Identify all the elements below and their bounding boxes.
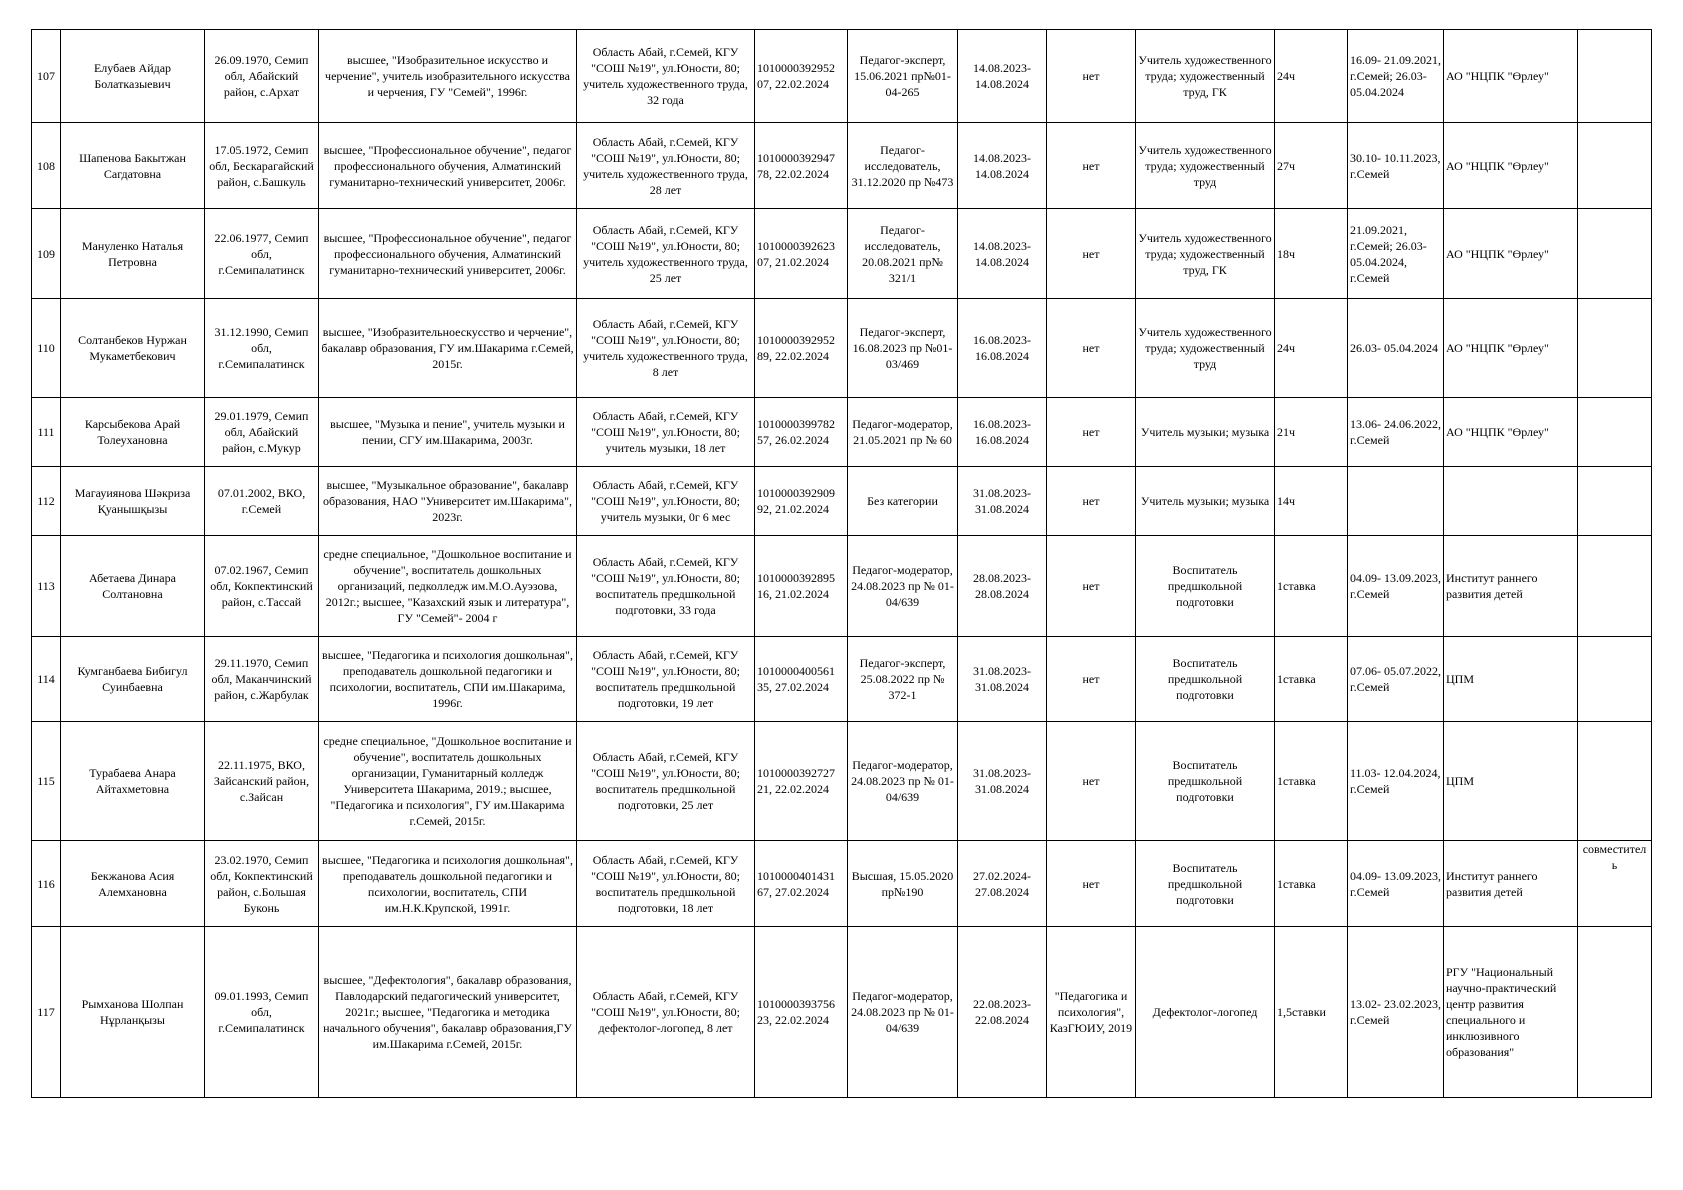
full-name-cell: Абетаева Динара Солтановна bbox=[61, 536, 205, 637]
courses-dates-cell: 16.09- 21.09.2021, г.Семей; 26.03- 05.04.2024 bbox=[1348, 30, 1444, 123]
birth-info-cell: 07.01.2002, ВКО, г.Семей bbox=[205, 467, 319, 536]
workload-cell: 27ч bbox=[1275, 123, 1348, 209]
workload-cell: 14ч bbox=[1275, 467, 1348, 536]
courses-dates-cell: 30.10- 10.11.2023, г.Семей bbox=[1348, 123, 1444, 209]
certification-period-cell: 31.08.2023- 31.08.2024 bbox=[958, 637, 1047, 722]
courses-dates-cell: 11.03- 12.04.2024, г.Семей bbox=[1348, 722, 1444, 841]
staff-table bbox=[31, 29, 1652, 1098]
education-cell: высшее, "Музыка и пение", учитель музыки и пении, СГУ им.Шакарима, 2003г. bbox=[319, 398, 577, 467]
position-cell: Воспитатель предшкольной подготовки bbox=[1136, 637, 1275, 722]
note-cell bbox=[1578, 398, 1652, 467]
certification-period-cell: 14.08.2023- 14.08.2024 bbox=[958, 209, 1047, 299]
table-row bbox=[32, 467, 1652, 536]
certification-period-cell: 31.08.2023- 31.08.2024 bbox=[958, 467, 1047, 536]
full-name-cell: Турабаева Анара Айтахметовна bbox=[61, 722, 205, 841]
certification-period-cell: 28.08.2023- 28.08.2024 bbox=[958, 536, 1047, 637]
application-number-cell: 1010000392909 92, 21.02.2024 bbox=[755, 467, 848, 536]
birth-info-cell: 23.02.1970, Семип обл, Кокпектинский район, с.Большая Буконь bbox=[205, 841, 319, 927]
table-row bbox=[32, 722, 1652, 841]
note-cell bbox=[1578, 536, 1652, 637]
position-cell: Учитель музыки; музыка bbox=[1136, 467, 1275, 536]
birth-info-cell: 29.11.1970, Семип обл, Маканчинский район, с.Жарбулак bbox=[205, 637, 319, 722]
application-number-cell: 1010000392623 07, 21.02.2024 bbox=[755, 209, 848, 299]
workload-cell: 21ч bbox=[1275, 398, 1348, 467]
workplace-cell: Область Абай, г.Семей, КГУ "СОШ №19", ул.Юности, 80; учитель музыки, 0г 6 мес bbox=[577, 467, 755, 536]
application-number-cell: 1010000393756 23, 22.02.2024 bbox=[755, 927, 848, 1098]
certification-period-cell: 27.02.2024- 27.08.2024 bbox=[958, 841, 1047, 927]
application-number-cell: 1010000399782 57, 26.02.2024 bbox=[755, 398, 848, 467]
application-number-cell: 1010000400561 35, 27.02.2024 bbox=[755, 637, 848, 722]
row-number-cell: 111 bbox=[32, 398, 61, 467]
table-row bbox=[32, 209, 1652, 299]
application-number-cell: 1010000392727 21, 22.02.2024 bbox=[755, 722, 848, 841]
retraining-cell: "Педагогика и психология", КазГЮИУ, 2019 bbox=[1047, 927, 1136, 1098]
category-cell: Педагог-модератор, 24.08.2023 пр № 01-04/639 bbox=[848, 722, 958, 841]
note-cell bbox=[1578, 927, 1652, 1098]
workload-cell: 18ч bbox=[1275, 209, 1348, 299]
birth-info-cell: 31.12.1990, Семип обл, г.Семипалатинск bbox=[205, 299, 319, 398]
retraining-cell: нет bbox=[1047, 30, 1136, 123]
position-cell: Учитель художественного труда; художественный труд bbox=[1136, 299, 1275, 398]
application-number-cell: 1010000401431 67, 27.02.2024 bbox=[755, 841, 848, 927]
courses-organization-cell: АО "НЦПК "Өрлеу" bbox=[1444, 209, 1578, 299]
full-name-cell: Мануленко Наталья Петровна bbox=[61, 209, 205, 299]
birth-info-cell: 22.06.1977, Семип обл, г.Семипалатинск bbox=[205, 209, 319, 299]
courses-dates-cell: 13.02- 23.02.2023, г.Семей bbox=[1348, 927, 1444, 1098]
education-cell: высшее, "Профессиональное обучение", педагог профессионального обучения, Алматинский гуманитарно-технический университет, 2006г. bbox=[319, 123, 577, 209]
retraining-cell: нет bbox=[1047, 209, 1136, 299]
position-cell: Учитель художественного труда; художественный труд bbox=[1136, 123, 1275, 209]
table-row bbox=[32, 841, 1652, 927]
workplace-cell: Область Абай, г.Семей, КГУ "СОШ №19", ул.Юности, 80; учитель художественного труда, 28 лет bbox=[577, 123, 755, 209]
row-number-cell: 107 bbox=[32, 30, 61, 123]
table-row bbox=[32, 398, 1652, 467]
note-cell: совместитель bbox=[1578, 841, 1652, 927]
workplace-cell: Область Абай, г.Семей, КГУ "СОШ №19", ул.Юности, 80; дефектолог-логопед, 8 лет bbox=[577, 927, 755, 1098]
full-name-cell: Бекжанова Асия Алемхановна bbox=[61, 841, 205, 927]
education-cell: высшее, "Музыкальное образование", бакалавр образования, НАО "Университет им.Шакарима", 2023г. bbox=[319, 467, 577, 536]
category-cell: Педагог-модератор, 24.08.2023 пр № 01-04/639 bbox=[848, 927, 958, 1098]
birth-info-cell: 07.02.1967, Семип обл, Кокпектинский район, с.Тассай bbox=[205, 536, 319, 637]
education-cell: высшее, "Изобразительное искусство и черчение", учитель изобразительного искусства и черчения, ГУ "Семей", 1996г. bbox=[319, 30, 577, 123]
retraining-cell: нет bbox=[1047, 299, 1136, 398]
full-name-cell: Солтанбеков Нуржан Мукаметбекович bbox=[61, 299, 205, 398]
courses-organization-cell: АО "НЦПК "Өрлеу" bbox=[1444, 123, 1578, 209]
note-cell bbox=[1578, 30, 1652, 123]
courses-dates-cell: 04.09- 13.09.2023, г.Семей bbox=[1348, 841, 1444, 927]
birth-info-cell: 09.01.1993, Семип обл, г.Семипалатинск bbox=[205, 927, 319, 1098]
courses-dates-cell: 13.06- 24.06.2022, г.Семей bbox=[1348, 398, 1444, 467]
retraining-cell: нет bbox=[1047, 841, 1136, 927]
education-cell: высшее, "Педагогика и психология дошкольная", преподаватель дошкольной педагогики и психологии, воспитатель, СПИ им.Н.К.Крупской, 1991г. bbox=[319, 841, 577, 927]
courses-organization-cell: АО "НЦПК "Өрлеу" bbox=[1444, 398, 1578, 467]
courses-dates-cell bbox=[1348, 467, 1444, 536]
row-number-cell: 117 bbox=[32, 927, 61, 1098]
application-number-cell: 1010000392952 07, 22.02.2024 bbox=[755, 30, 848, 123]
position-cell: Воспитатель предшкольной подготовки bbox=[1136, 536, 1275, 637]
courses-organization-cell: АО "НЦПК "Өрлеу" bbox=[1444, 299, 1578, 398]
category-cell: Педагог-эксперт, 16.08.2023 пр №01-03/469 bbox=[848, 299, 958, 398]
courses-dates-cell: 04.09- 13.09.2023, г.Семей bbox=[1348, 536, 1444, 637]
courses-dates-cell: 07.06- 05.07.2022, г.Семей bbox=[1348, 637, 1444, 722]
table-row bbox=[32, 123, 1652, 209]
category-cell: Педагог-модератор, 21.05.2021 пр № 60 bbox=[848, 398, 958, 467]
application-number-cell: 1010000392947 78, 22.02.2024 bbox=[755, 123, 848, 209]
workload-cell: 1,5ставки bbox=[1275, 927, 1348, 1098]
workplace-cell: Область Абай, г.Семей, КГУ "СОШ №19", ул.Юности, 80; воспитатель предшкольной подготовки, 25 лет bbox=[577, 722, 755, 841]
row-number-cell: 113 bbox=[32, 536, 61, 637]
note-cell bbox=[1578, 637, 1652, 722]
full-name-cell: Магауиянова Шәкриза Қуанышқызы bbox=[61, 467, 205, 536]
birth-info-cell: 22.11.1975, ВКО, Зайсанский район, с.Зайсан bbox=[205, 722, 319, 841]
courses-organization-cell: РГУ "Национальный научно-практический центр развития специального и инклюзивного образования" bbox=[1444, 927, 1578, 1098]
certification-period-cell: 31.08.2023- 31.08.2024 bbox=[958, 722, 1047, 841]
courses-organization-cell: АО "НЦПК "Өрлеу" bbox=[1444, 30, 1578, 123]
workload-cell: 1ставка bbox=[1275, 536, 1348, 637]
full-name-cell: Кумганбаева Бибигул Суинбаевна bbox=[61, 637, 205, 722]
retraining-cell: нет bbox=[1047, 467, 1136, 536]
row-number-cell: 114 bbox=[32, 637, 61, 722]
workplace-cell: Область Абай, г.Семей, КГУ "СОШ №19", ул.Юности, 80; учитель художественного труда, 8 лет bbox=[577, 299, 755, 398]
category-cell: Высшая, 15.05.2020 пр№190 bbox=[848, 841, 958, 927]
row-number-cell: 116 bbox=[32, 841, 61, 927]
table-row bbox=[32, 536, 1652, 637]
note-cell bbox=[1578, 722, 1652, 841]
full-name-cell: Карсыбекова Арай Толеухановна bbox=[61, 398, 205, 467]
category-cell: Педагог-эксперт, 25.08.2022 пр № 372-1 bbox=[848, 637, 958, 722]
workload-cell: 1ставка bbox=[1275, 722, 1348, 841]
workload-cell: 1ставка bbox=[1275, 637, 1348, 722]
table-row bbox=[32, 30, 1652, 123]
row-number-cell: 112 bbox=[32, 467, 61, 536]
position-cell: Дефектолог-логопед bbox=[1136, 927, 1275, 1098]
row-number-cell: 115 bbox=[32, 722, 61, 841]
retraining-cell: нет bbox=[1047, 722, 1136, 841]
full-name-cell: Шапенова Бакытжан Сагдатовна bbox=[61, 123, 205, 209]
birth-info-cell: 17.05.1972, Семип обл, Бескарагайский район, с.Башкуль bbox=[205, 123, 319, 209]
note-cell bbox=[1578, 209, 1652, 299]
certification-period-cell: 16.08.2023- 16.08.2024 bbox=[958, 398, 1047, 467]
position-cell: Воспитатель предшкольной подготовки bbox=[1136, 722, 1275, 841]
position-cell: Учитель художественного труда; художественный труд, ГК bbox=[1136, 30, 1275, 123]
row-number-cell: 110 bbox=[32, 299, 61, 398]
education-cell: высшее, "Дефектология", бакалавр образования, Павлодарский педагогический университет, 2021г.; высшее, "Педагогика и методика начального обучения", бакалавр образования,ГУ им.Шакарима г.Семей, 2015г. bbox=[319, 927, 577, 1098]
table-row bbox=[32, 637, 1652, 722]
certification-period-cell: 14.08.2023- 14.08.2024 bbox=[958, 30, 1047, 123]
workload-cell: 1ставка bbox=[1275, 841, 1348, 927]
application-number-cell: 1010000392952 89, 22.02.2024 bbox=[755, 299, 848, 398]
courses-organization-cell: ЦПМ bbox=[1444, 637, 1578, 722]
workload-cell: 24ч bbox=[1275, 30, 1348, 123]
courses-organization-cell: Институт раннего развития детей bbox=[1444, 536, 1578, 637]
workplace-cell: Область Абай, г.Семей, КГУ "СОШ №19", ул.Юности, 80; учитель музыки, 18 лет bbox=[577, 398, 755, 467]
row-number-cell: 108 bbox=[32, 123, 61, 209]
courses-dates-cell: 21.09.2021, г.Семей; 26.03- 05.04.2024, г.Семей bbox=[1348, 209, 1444, 299]
retraining-cell: нет bbox=[1047, 398, 1136, 467]
workload-cell: 24ч bbox=[1275, 299, 1348, 398]
education-cell: средне специальное, "Дошкольное воспитание и обучение", воспитатель дошкольных организации, Гуманитарный колледж Университета Шакарима, 2019.; высшее, "Педагогика и психология", ГУ им.Шакарима г.Семей, 2015г. bbox=[319, 722, 577, 841]
education-cell: высшее, "Профессиональное обучение", педагог профессионального обучения, Алматинский гуманитарно-технический университет, 2006г. bbox=[319, 209, 577, 299]
table-row bbox=[32, 299, 1652, 398]
category-cell: Педагог-эксперт, 15.06.2021 пр№01-04-265 bbox=[848, 30, 958, 123]
workplace-cell: Область Абай, г.Семей, КГУ "СОШ №19", ул.Юности, 80; воспитатель предшкольной подготовки, 18 лет bbox=[577, 841, 755, 927]
application-number-cell: 1010000392895 16, 21.02.2024 bbox=[755, 536, 848, 637]
note-cell bbox=[1578, 467, 1652, 536]
category-cell: Педагог-модератор, 24.08.2023 пр № 01-04/639 bbox=[848, 536, 958, 637]
position-cell: Учитель художественного труда; художественный труд, ГК bbox=[1136, 209, 1275, 299]
row-number-cell: 109 bbox=[32, 209, 61, 299]
courses-organization-cell: Институт раннего развития детей bbox=[1444, 841, 1578, 927]
workplace-cell: Область Абай, г.Семей, КГУ "СОШ №19", ул.Юности, 80; воспитатель предшкольной подготовки, 19 лет bbox=[577, 637, 755, 722]
retraining-cell: нет bbox=[1047, 123, 1136, 209]
certification-period-cell: 16.08.2023- 16.08.2024 bbox=[958, 299, 1047, 398]
certification-period-cell: 22.08.2023- 22.08.2024 bbox=[958, 927, 1047, 1098]
workplace-cell: Область Абай, г.Семей, КГУ "СОШ №19", ул.Юности, 80; учитель художественного труда, 32 года bbox=[577, 30, 755, 123]
position-cell: Учитель музыки; музыка bbox=[1136, 398, 1275, 467]
category-cell: Педагог-исследователь, 20.08.2021 пр№ 321/1 bbox=[848, 209, 958, 299]
education-cell: высшее, "Изобразительноескусство и черчение", бакалавр образования, ГУ им.Шакарима г.Семей, 2015г. bbox=[319, 299, 577, 398]
courses-organization-cell bbox=[1444, 467, 1578, 536]
note-cell bbox=[1578, 123, 1652, 209]
table-row bbox=[32, 927, 1652, 1098]
workplace-cell: Область Абай, г.Семей, КГУ "СОШ №19", ул.Юности, 80; учитель художественного труда, 25 лет bbox=[577, 209, 755, 299]
full-name-cell: Рымханова Шолпан Нұрланқызы bbox=[61, 927, 205, 1098]
certification-period-cell: 14.08.2023- 14.08.2024 bbox=[958, 123, 1047, 209]
education-cell: высшее, "Педагогика и психология дошкольная", преподаватель дошкольной педагогики и психологии, воспитатель, СПИ им.Шакарима, 1996г. bbox=[319, 637, 577, 722]
courses-dates-cell: 26.03- 05.04.2024 bbox=[1348, 299, 1444, 398]
workplace-cell: Область Абай, г.Семей, КГУ "СОШ №19", ул.Юности, 80; воспитатель предшкольной подготовки, 33 года bbox=[577, 536, 755, 637]
table-body bbox=[32, 30, 1652, 1098]
courses-organization-cell: ЦПМ bbox=[1444, 722, 1578, 841]
category-cell: Без категории bbox=[848, 467, 958, 536]
retraining-cell: нет bbox=[1047, 536, 1136, 637]
full-name-cell: Елубаев Айдар Болатказыевич bbox=[61, 30, 205, 123]
category-cell: Педагог-исследователь, 31.12.2020 пр №473 bbox=[848, 123, 958, 209]
birth-info-cell: 26.09.1970, Семип обл, Абайский район, с.Архат bbox=[205, 30, 319, 123]
position-cell: Воспитатель предшкольной подготовки bbox=[1136, 841, 1275, 927]
retraining-cell: нет bbox=[1047, 637, 1136, 722]
note-cell bbox=[1578, 299, 1652, 398]
birth-info-cell: 29.01.1979, Семип обл, Абайский район, с.Мукур bbox=[205, 398, 319, 467]
education-cell: средне специальное, "Дошкольное воспитание и обучение", воспитатель дошкольных организаций, педколледж им.М.О.Ауэзова, 2012г.; высшее, "Казахский язык и литература", ГУ "Семей"- 2004 г bbox=[319, 536, 577, 637]
